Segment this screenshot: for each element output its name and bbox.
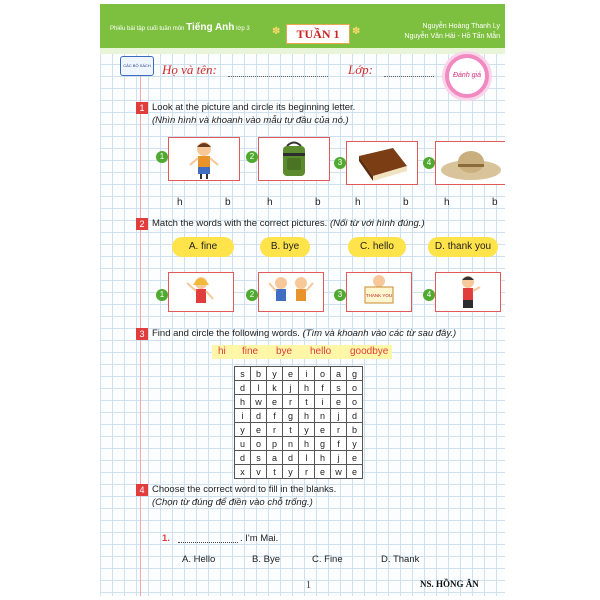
grid-cell[interactable]: y	[235, 423, 251, 437]
question-number: 2	[136, 218, 148, 230]
grid-row	[235, 409, 363, 423]
class-blank[interactable]	[384, 76, 434, 77]
grid-cell[interactable]: p	[267, 437, 283, 451]
name-blank[interactable]	[228, 76, 328, 77]
grid-cell[interactable]: l	[299, 451, 315, 465]
svg-text:THANK YOU: THANK YOU	[365, 293, 393, 298]
grid-row	[235, 437, 363, 451]
series-badge: CÁC BỘ SÁCH	[120, 56, 154, 76]
grid-cell[interactable]: y	[347, 437, 363, 451]
grid-cell[interactable]: d	[283, 451, 299, 465]
grid-cell[interactable]: e	[347, 451, 363, 465]
grid-cell[interactable]: f	[315, 381, 331, 395]
grid-cell[interactable]: y	[283, 465, 299, 479]
grid-cell[interactable]: b	[347, 423, 363, 437]
option-fine[interactable]: C. Fine	[312, 554, 343, 565]
grid-cell[interactable]: d	[251, 409, 267, 423]
grid-cell[interactable]: h	[299, 437, 315, 451]
grid-cell[interactable]: h	[235, 395, 251, 409]
grid-row	[235, 395, 363, 409]
grid-cell[interactable]: g	[315, 437, 331, 451]
picture-box-boys[interactable]	[258, 272, 324, 312]
week-title: TUẦN 1	[286, 24, 350, 44]
ornament-icon: ✽	[272, 26, 281, 37]
option-bye[interactable]: B. bye	[260, 237, 310, 257]
boy-icon	[169, 138, 239, 180]
page-number: 1	[306, 580, 311, 591]
boy-thumbs-up-icon	[436, 273, 500, 311]
grid-cell[interactable]: s	[235, 367, 251, 381]
grid-cell[interactable]: n	[283, 437, 299, 451]
grid-row	[235, 465, 363, 479]
grid-cell[interactable]: t	[299, 395, 315, 409]
item-number: 1	[156, 151, 168, 163]
grid-cell[interactable]: l	[251, 381, 267, 395]
option-fine[interactable]: A. fine	[172, 237, 234, 257]
sentence-end: . I'm Mai.	[240, 533, 279, 544]
option-thank[interactable]: D. Thank	[381, 554, 420, 565]
item-number: 4	[423, 157, 435, 169]
grid-row	[235, 423, 363, 437]
bag-icon	[259, 138, 329, 180]
grid-cell[interactable]: j	[283, 381, 299, 395]
grid-cell[interactable]: u	[235, 437, 251, 451]
series-title: Phiếu bài tập cuối tuần môn Tiếng Anh lớp 3	[110, 22, 250, 33]
grid-cell[interactable]: s	[251, 451, 267, 465]
grid-row	[235, 381, 363, 395]
item-number: 1	[156, 289, 168, 301]
option-bye[interactable]: B. Bye	[252, 554, 280, 565]
grid-cell[interactable]: h	[299, 409, 315, 423]
word-search-grid[interactable]	[234, 366, 363, 479]
question-1-text: Look at the picture and circle its beginning letter.	[152, 102, 356, 113]
picture-box-book	[346, 141, 418, 185]
grid-cell[interactable]: i	[315, 395, 331, 409]
grid-row	[235, 451, 363, 465]
grid-cell[interactable]: r	[331, 423, 347, 437]
grid-cell[interactable]: k	[267, 381, 283, 395]
grid-cell[interactable]: e	[347, 465, 363, 479]
grid-cell[interactable]: r	[283, 395, 299, 409]
grid-cell[interactable]: e	[315, 465, 331, 479]
publisher: NS. HỒNG ÂN	[420, 579, 479, 589]
grid-cell[interactable]: j	[331, 451, 347, 465]
question-1-subtext: (Nhìn hình và khoanh vào mẫu tự đầu của nó.)	[152, 115, 349, 126]
option-hello[interactable]: A. Hello	[182, 554, 216, 565]
item-number: 4	[423, 289, 435, 301]
name-label: Họ và tên:	[162, 62, 217, 77]
grid-cell[interactable]: a	[331, 367, 347, 381]
grid-cell[interactable]: o	[251, 437, 267, 451]
grid-cell[interactable]: v	[251, 465, 267, 479]
grid-cell[interactable]: n	[315, 409, 331, 423]
grid-cell[interactable]: a	[267, 451, 283, 465]
grid-cell[interactable]: e	[251, 423, 267, 437]
grid-cell[interactable]: d	[235, 381, 251, 395]
picture-box-boy	[168, 137, 240, 181]
grid-cell[interactable]: i	[299, 367, 315, 381]
option-hello[interactable]: C. hello	[348, 237, 406, 257]
grid-cell[interactable]: t	[283, 423, 299, 437]
authors: Nguyễn Hoàng Thanh Ly Nguyễn Văn Hải - Hồ Tấn Mẫn	[404, 23, 500, 40]
grid-cell[interactable]: e	[315, 423, 331, 437]
boys-waving-icon	[259, 273, 323, 311]
grid-cell[interactable]: b	[251, 367, 267, 381]
header-strip	[100, 48, 505, 54]
grid-cell[interactable]: h	[299, 381, 315, 395]
grid-cell[interactable]: w	[331, 465, 347, 479]
item-number: 3	[334, 289, 346, 301]
girl-waving-icon	[169, 273, 233, 311]
option-thank-you[interactable]: D. thank you	[428, 237, 498, 257]
grid-cell[interactable]: f	[331, 437, 347, 451]
word-list: hi fine bye hello goodbye	[212, 345, 392, 359]
grid-cell[interactable]: i	[235, 409, 251, 423]
grid-cell[interactable]: e	[331, 395, 347, 409]
grid-cell[interactable]: d	[347, 409, 363, 423]
picture-box-girl[interactable]	[168, 272, 234, 312]
ornament-icon: ✽	[352, 26, 361, 37]
grid-cell[interactable]: j	[331, 409, 347, 423]
grid-cell[interactable]: e	[283, 367, 299, 381]
item-number: 2	[246, 289, 258, 301]
item-number: 2	[246, 151, 258, 163]
grid-cell[interactable]: r	[267, 423, 283, 437]
book-icon	[347, 142, 417, 184]
grid-row	[235, 367, 363, 381]
grid-cell[interactable]: h	[315, 451, 331, 465]
grid-cell[interactable]: f	[267, 409, 283, 423]
picture-box-hat	[435, 141, 505, 185]
class-label: Lớp:	[348, 62, 373, 77]
grid-cell[interactable]: s	[331, 381, 347, 395]
grade-stamp: Đánh giá	[445, 54, 489, 98]
grid-cell[interactable]: o	[347, 381, 363, 395]
grid-cell[interactable]: r	[299, 465, 315, 479]
grid-cell[interactable]: o	[347, 395, 363, 409]
grid-cell[interactable]: g	[283, 409, 299, 423]
grid-cell[interactable]: e	[267, 395, 283, 409]
picture-box-thank-you[interactable]	[346, 272, 412, 312]
question-3-text: Find and circle the following words. (Tìm và khoanh vào các từ sau đây.)	[152, 328, 457, 339]
question-number: 3	[136, 328, 148, 340]
item-number: 3	[334, 157, 346, 169]
question-4-text: Choose the correct word to fill in the blanks.	[152, 484, 337, 495]
worksheet-page: Phiếu bài tập cuối tuần môn Tiếng Anh lớp 3 ✽ TUẦN 1 ✽ Nguyễn Hoàng Thanh Ly Nguyễn Văn Hải - Hồ Tấn Mẫn CÁC BỘ SÁCH Họ và tên: Lớp: Đánh giá 1 Look at the picture and circle its beginning letter. (Nhìn hình và khoanh vào mẫu tự đầu của nó.) 1 h b 2 h b 3 h b 4 h b 2 Match the words with the correct pictures. (Nối từ với hình đúng.) A. fine B. bye C. hello D. thank you 1 2 3 THANK YOU 4 3 Find and circle the following words. (Tìm và khoanh vào các từ sau đây.) hi fine bye hello goodbye s b y e i o a g d l k j h f s o h w e r t i e o i d f g h n j d y e r t y e r b u o p n h g f y d s a d l h j e x v t y r e w e 4 Choose the correct word to fill in the blanks. (Chọn từ đúng để điền vào chỗ trống.) 1. . I'm Mai. A. Hello B. Bye C. Fine D. Thank 1 NS. HỒNG ÂN	[100, 4, 505, 596]
grid-cell[interactable]: y	[299, 423, 315, 437]
grid-cell[interactable]: y	[267, 367, 283, 381]
question-number: 4	[136, 484, 148, 496]
grid-cell[interactable]: t	[267, 465, 283, 479]
grid-cell[interactable]: d	[235, 451, 251, 465]
picture-box-bag	[258, 137, 330, 181]
hat-icon	[436, 142, 505, 184]
answer-blank[interactable]	[178, 542, 238, 543]
grid-cell[interactable]: x	[235, 465, 251, 479]
grid-cell[interactable]: g	[347, 367, 363, 381]
question-4-subtext: (Chọn từ đúng để điền vào chỗ trống.)	[152, 497, 313, 508]
question-number: 1	[136, 102, 148, 114]
item-number: 1.	[162, 533, 170, 544]
grid-cell[interactable]: w	[251, 395, 267, 409]
thank-you-sign-icon	[347, 273, 411, 311]
picture-box-thumbs-up[interactable]	[435, 272, 501, 312]
question-2-text: Match the words with the correct pictures. (Nối từ với hình đúng.)	[152, 218, 425, 229]
grid-cell[interactable]: o	[315, 367, 331, 381]
